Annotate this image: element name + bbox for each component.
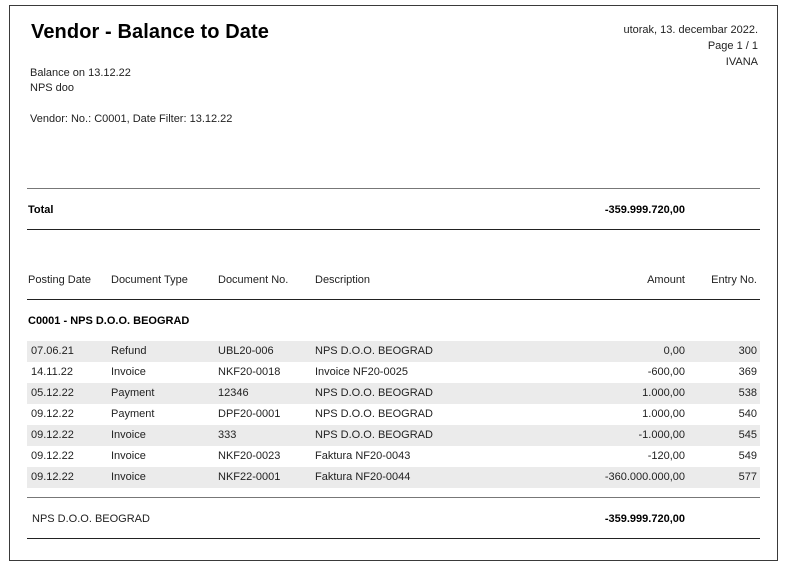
cell-amount: -360.000.000,00 (604, 471, 685, 483)
col-amount: Amount (647, 274, 685, 286)
col-posting-date: Posting Date (28, 274, 91, 286)
cell-document-type: Invoice (111, 450, 146, 462)
cell-description: NPS D.O.O. BEOGRAD (315, 387, 433, 399)
company-name: NPS doo (30, 82, 75, 94)
cell-description: Faktura NF20-0043 (315, 450, 411, 462)
cell-amount: -1.000,00 (638, 429, 685, 441)
table-row (27, 404, 760, 425)
page-number: Page 1 / 1 (707, 40, 758, 52)
table-row (27, 467, 760, 488)
cell-entry-no: 369 (738, 366, 757, 378)
total-label: Total (28, 204, 54, 216)
divider (27, 299, 760, 300)
col-description: Description (315, 274, 371, 286)
cell-posting-date: 09.12.22 (31, 471, 74, 483)
report-meta (623, 22, 758, 70)
cell-document-no: UBL20-006 (218, 345, 274, 357)
cell-amount: 1.000,00 (642, 387, 685, 399)
divider (27, 188, 760, 189)
cell-amount: -120,00 (647, 450, 685, 462)
cell-description: NPS D.O.O. BEOGRAD (315, 429, 433, 441)
col-entry-no: Entry No. (711, 274, 757, 286)
group-footer-amount: -359.999.720,00 (604, 513, 685, 525)
cell-description: NPS D.O.O. BEOGRAD (315, 345, 433, 357)
cell-document-type: Payment (111, 387, 155, 399)
cell-entry-no: 577 (738, 471, 757, 483)
cell-entry-no: 538 (738, 387, 757, 399)
cell-posting-date: 14.11.22 (31, 366, 74, 378)
divider (27, 497, 760, 498)
balance-on-label: Balance on 13.12.22 (30, 67, 131, 79)
cell-posting-date: 09.12.22 (31, 450, 74, 462)
divider (27, 229, 760, 230)
cell-document-type: Refund (111, 345, 147, 357)
cell-entry-no: 545 (738, 429, 757, 441)
cell-entry-no: 300 (738, 345, 757, 357)
table-row (27, 446, 760, 467)
group-footer-label: NPS D.O.O. BEOGRAD (32, 513, 150, 525)
col-document-type: Document Type (111, 274, 188, 286)
cell-posting-date: 09.12.22 (31, 408, 74, 420)
cell-document-type: Invoice (111, 366, 146, 378)
cell-amount: -600,00 (647, 366, 685, 378)
divider (27, 538, 760, 539)
table-row (27, 362, 760, 383)
cell-document-type: Invoice (111, 471, 146, 483)
cell-amount: 1.000,00 (642, 408, 685, 420)
table-row (27, 425, 760, 446)
cell-entry-no: 549 (738, 450, 757, 462)
cell-posting-date: 09.12.22 (31, 429, 74, 441)
total-amount: -359.999.720,00 (604, 204, 685, 216)
cell-description: Faktura NF20-0044 (315, 471, 411, 483)
cell-document-no: 12346 (218, 387, 249, 399)
cell-document-no: 333 (218, 429, 237, 441)
cell-description: NPS D.O.O. BEOGRAD (315, 408, 433, 420)
cell-posting-date: 05.12.22 (31, 387, 74, 399)
table-row (27, 341, 760, 362)
report-page (9, 5, 778, 561)
report-title: Vendor - Balance to Date (31, 21, 270, 43)
report-date: utorak, 13. decembar 2022. (623, 24, 758, 36)
cell-document-no: NKF20-0023 (218, 450, 281, 462)
cell-description: Invoice NF20-0025 (315, 366, 408, 378)
filter-text: Vendor: No.: C0001, Date Filter: 13.12.22 (30, 113, 233, 125)
cell-posting-date: 07.06.21 (31, 345, 74, 357)
cell-entry-no: 540 (738, 408, 757, 420)
cell-document-type: Payment (111, 408, 155, 420)
cell-document-type: Invoice (111, 429, 146, 441)
user-id: IVANA (725, 56, 758, 68)
cell-document-no: NKF22-0001 (218, 471, 281, 483)
cell-amount: 0,00 (663, 345, 685, 357)
cell-document-no: DPF20-0001 (218, 408, 281, 420)
group-header: C0001 - NPS D.O.O. BEOGRAD (28, 315, 190, 327)
cell-document-no: NKF20-0018 (218, 366, 281, 378)
col-document-no: Document No. (218, 274, 289, 286)
table-row (27, 383, 760, 404)
